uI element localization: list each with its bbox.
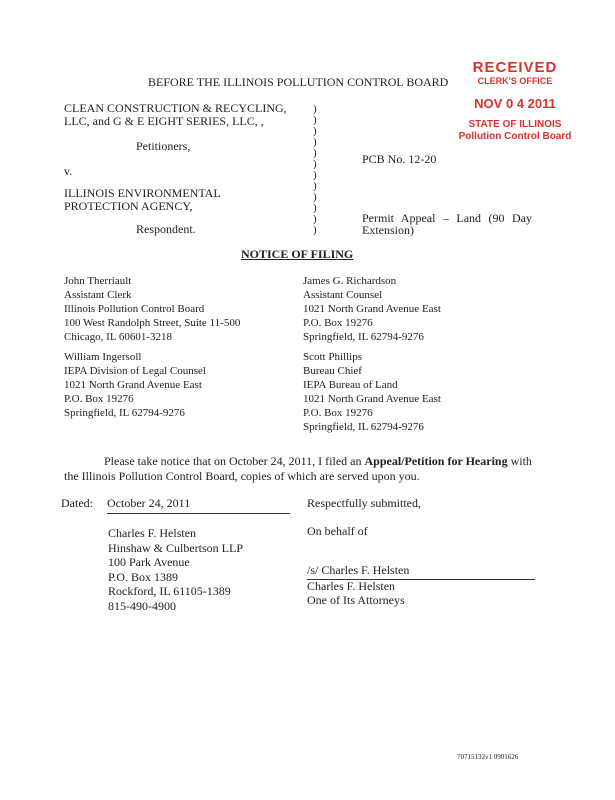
petitioners-label: Petitioners, [136,139,191,153]
service-recipient-ingersoll [64,350,206,420]
respondent-label: Respondent. [136,222,196,236]
service-line: P.O. Box 19276 [303,317,373,329]
board-title: BEFORE THE ILLINOIS POLLUTION CONTROL BOARD [148,75,449,89]
dated-value: October 24, 2011 [107,496,290,514]
attorney-address-block [108,526,243,613]
service-line: James G. Richardson [303,275,397,287]
signer-name: Charles F. Helsten [307,579,396,593]
stamp-state: STATE OF ILLINOIS [468,119,562,130]
service-recipient-phillips [303,350,441,434]
service-line: IEPA Bureau of Land [303,379,398,391]
notice-body-line1 [104,454,532,469]
respectfully-submitted: Respectfully submitted, [307,496,421,510]
petitioner-name-line2: LLC, and G & E EIGHT SERIES, LLC, , [64,114,264,128]
service-line: Scott Phillips [303,351,362,363]
service-line: John Therriault [64,275,132,287]
signature-line: /s/ Charles F. Helsten [307,563,535,580]
stamp-date: NOV 0 4 2011 [474,96,556,111]
service-line: Assistant Counsel [303,289,383,301]
service-line: P.O. Box 19276 [303,407,373,419]
service-line: Assistant Clerk [64,289,132,301]
document-id: 70715132v1 0901626 [457,753,519,761]
appeal-type-line2: Extension) [362,223,414,237]
service-recipient-therriault [64,274,240,344]
service-line: Springfield, IL 62794-9276 [303,421,424,433]
respondent-name-line1: ILLINOIS ENVIRONMENTAL [64,186,221,200]
service-line: Bureau Chief [303,365,362,377]
on-behalf-of: On behalf of [307,524,368,538]
attorney-line: P.O. Box 1389 [108,569,179,584]
caption-paren-column: ) ) ) ) ) ) ) ) ) ) ) ) [313,103,317,236]
service-line: IEPA Division of Legal Counsel [64,365,206,377]
received-stamp [455,60,575,143]
appeal-type-line1: Permit Appeal – Land (90 Day [362,211,532,225]
service-line: Chicago, IL 60601-3218 [64,331,173,343]
notice-body-text-end: with [507,454,532,468]
notice-title: NOTICE OF FILING [241,247,354,261]
notice-body-text: Please take notice that on October 24, 2011, I filed an [104,454,365,468]
stamp-received: RECEIVED [472,59,558,76]
attorney-line: 815-490-4900 [108,598,176,613]
versus: v. [64,164,73,178]
attorney-line: Charles F. Helsten [108,526,197,540]
signer-title: One of Its Attorneys [307,593,405,607]
attorney-line: Rockford, IL 61105-1389 [108,584,231,598]
attorney-line: 100 Park Avenue [108,555,190,569]
stamp-office: CLERK'S OFFICE [477,76,553,86]
service-line: Illinois Pollution Control Board [64,303,205,315]
dated-label: Dated: [61,496,93,510]
notice-body-line2: the Illinois Pollution Control Board, copies of which are served upon you. [64,469,420,483]
service-line: Springfield, IL 62794-9276 [303,331,424,343]
stamp-board: Pollution Control Board [458,131,572,142]
respondent-name-line2: PROTECTION AGENCY, [64,199,193,213]
filed-document-title: Appeal/Petition for Hearing [364,454,508,468]
petitioner-name-line1: CLEAN CONSTRUCTION & RECYCLING, [64,101,287,115]
service-line: 1021 North Grand Avenue East [64,379,202,391]
service-line: 1021 North Grand Avenue East [303,393,441,405]
service-line: William Ingersoll [64,351,142,363]
service-line: 100 West Randolph Street, Suite 11-500 [64,317,241,329]
service-recipient-richardson [303,274,441,344]
attorney-line: Hinshaw & Culbertson LLP [108,540,243,555]
service-line: P.O. Box 19276 [64,393,134,405]
case-number: PCB No. 12-20 [362,152,437,166]
service-line: 1021 North Grand Avenue East [303,303,441,315]
service-line: Springfield, IL 62794-9276 [64,407,185,419]
